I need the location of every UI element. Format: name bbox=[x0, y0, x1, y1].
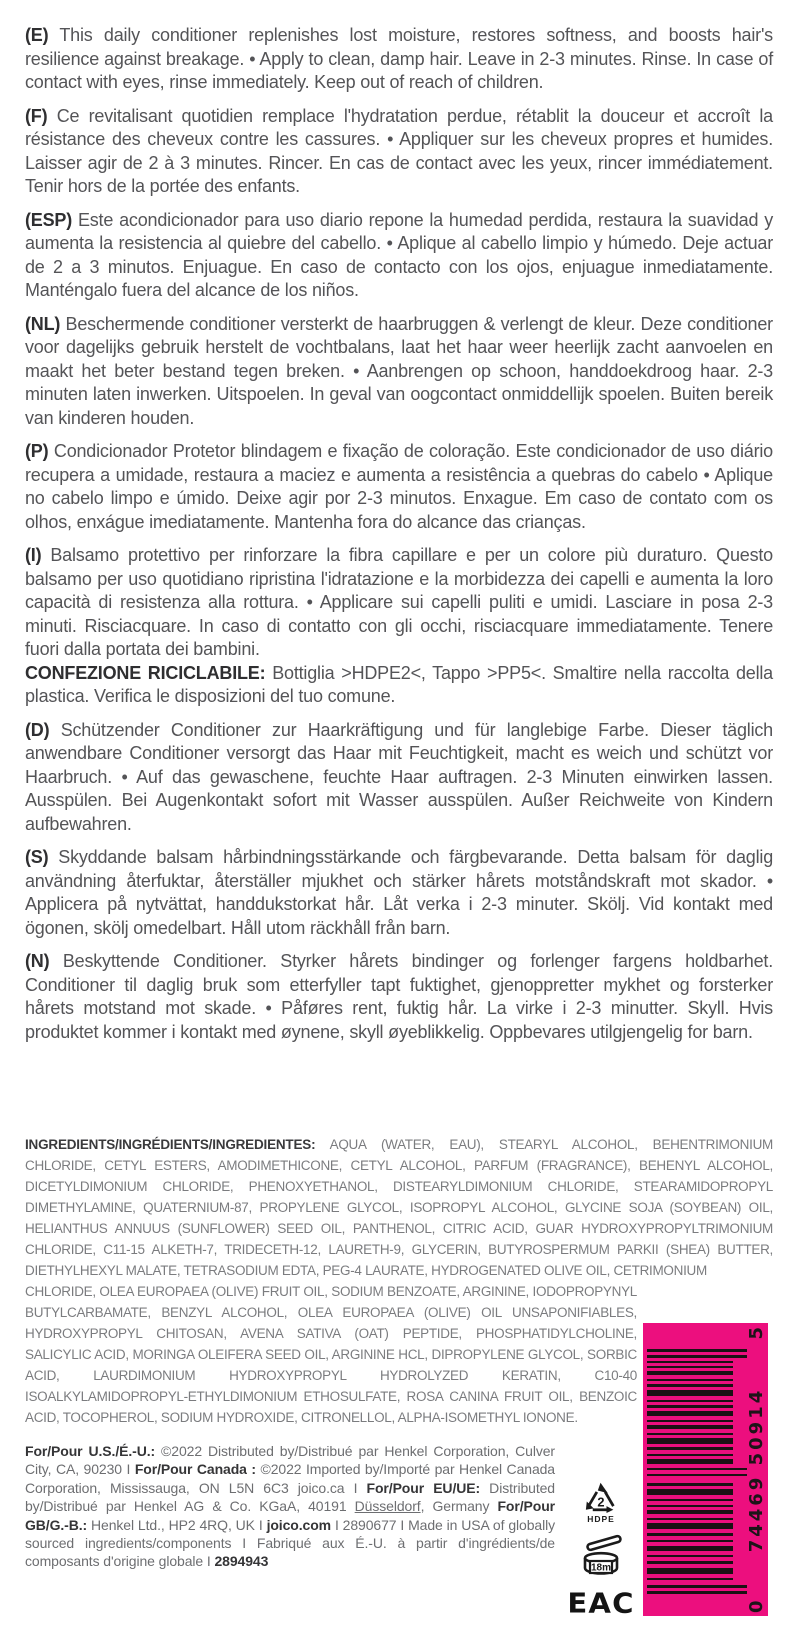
upc-barcode-block bbox=[643, 1323, 768, 1616]
lang-code-dutch: (NL) bbox=[25, 313, 61, 334]
paragraph-german-text: Schützender Conditioner zur Haarkräftigung und für langlebige Farbe. Dieser täglich anwendbare Conditioner versorgt das Haar mit Feuchtigkeit, macht es weich und schützt vor Haarbruch. • Auf das gewaschene, feuchte Haar auftragen. 2-3 Minuten einwirken lassen. Ausspülen. Bei Augenkontakt sofort mit Wasser ausspülen. Außer Reichweite von Kindern aufbewahren. bbox=[25, 719, 773, 834]
distribution-run: Distributed by/Distribué par Henkel AG & Co. KGaA, 40191 bbox=[25, 1479, 555, 1515]
barcode-digits-main: 74469 50914 bbox=[745, 1387, 767, 1553]
distribution-text bbox=[25, 1442, 555, 1571]
paragraph-french bbox=[25, 105, 773, 199]
distribution-run: ©2022 Imported by/Importé par Henkel Canada Corporation, Mississauga, ON L5N 6C3 joico.ca I bbox=[25, 1461, 555, 1496]
barcode-digit-left: 0 bbox=[745, 1600, 767, 1613]
paragraph-italian bbox=[25, 544, 773, 662]
ingredients-part1-text: AQUA (WATER, EAU), STEARYL ALCOHOL, BEHENTRIMONIUM CHLORIDE, CETYL ESTERS, AMODIMETHICONE, CETYL ALCOHOL, PARFUM (FRAGRANCE), BEHENYL ALCOHOL, DICETYLDIMONIUM CHLORIDE, PHENOXYETHANOL, DISTEARYLDIMONIUM CHLORIDE, STEARAMIDOPROPYL DIMETHYLAMINE, QUATERNIUM-87, PROPYLENE GLYCOL, ISOPROPYL ALCOHOL, GLYCINE SOJA (SOYBEAN) OIL, HELIANTHUS ANNUUS (SUNFLOWER) SEED OIL, PANTHENOL, CITRIC ACID, GUAR HYDROXYPROPYLTRIMONIUM CHLORIDE, C11-15 ALKETH-7, TRIDECETH-12, LAURETH-9, GLYCERIN, BUTYROSPERMUM PARKII (SHEA) BUTTER, DIETHYLHEXYL MALATE, TETRASODIUM EDTA, PEG-4 LAURATE, HYDROGENATED OLIVE OIL, CETRIMONIUM bbox=[25, 1137, 773, 1278]
paragraph-portuguese-text: Condicionador Protetor blindagem e fixação de coloração. Este condicionador de uso diário recupera a umidade, restaura a maciez e aumenta a resistência a quebras do cabelo • Aplique no cabelo limpo e úmido. Deixe agir por 2-3 minutos. Enxague. Em caso de contato com os olhos, enxágue imediatamente. Mantenha fora do alcance das crianças. bbox=[25, 441, 773, 532]
paragraph-norwegian-text: Beskyttende Conditioner. Styrker hårets bindinger og forlenger fargens holdbarhet. Conditioner til daglig bruk som etterfyller tapt fuktighet, gjenoppretter mykhet og forsterker hårets motstand mot skade. • Påføres rent, fuktig hår. La virke i 2-3 minutter. Skyll. Hvis produktet kommer i kontakt med øynene, skyll øyeblikkelig. Oppbevares utilgjengelig for barn. bbox=[25, 951, 773, 1042]
package-symbols-column bbox=[567, 1480, 635, 1620]
ingredients-part2: CHLORIDE, OLEA EUROPAEA (OLIVE) FRUIT OIL, SODIUM BENZOATE, ARGININE, IODOPROPYNYL BUTYLCARBAMATE, BENZYL ALCOHOL, OLEA EUROPAEA (OLIVE) OIL UNSAPONIFIABLES, HYDROXYPROPYL CHITOSAN, AVENA SATIVA (OAT) PEPTIDE, PHOSPHATIDYLCHOLINE, SALICYLIC ACID, MORINGA OLEIFERA SEED OIL, ARGININE HCL, DIPROPYLENE GLYCOL, SORBIC ACID, LAURDIMONIUM HYDROXYPROPYL HYDROLYZED KERATIN, C10-40 ISOALKYLAMIDOPROPYL-ETHYLDIMONIUM ETHOSULFATE, ROSA CANINA FRUIT OIL, BENZOIC ACID, TOCOPHEROL, SODIUM HYDROXIDE, CITRONELLOL, ALPHA-ISOMETHYL IONONE. bbox=[25, 1284, 637, 1425]
paragraph-spanish bbox=[25, 209, 773, 303]
paragraph-swedish bbox=[25, 846, 773, 940]
lang-code-portuguese: (P) bbox=[25, 441, 49, 461]
paragraph-portuguese bbox=[25, 440, 773, 534]
lang-code-english: (E) bbox=[25, 25, 49, 45]
distribution-run: joico.com bbox=[266, 1516, 332, 1533]
distribution-run: For/Pour U.S./É.-U.: bbox=[25, 1443, 156, 1459]
recyclable-pack-lead: CONFEZIONE RICICLABILE: bbox=[25, 662, 266, 683]
lang-code-swedish: (S) bbox=[25, 847, 49, 867]
distribution-run: ©2022 Distributed by/Distribué par Henkel Corporation, Culver City, CA, 90230 I bbox=[25, 1443, 555, 1478]
paragraph-german bbox=[25, 719, 773, 837]
paragraph-french-text: Ce revitalisant quotidien remplace l'hydratation perdue, rétablit la douceur et accroît la résistance des cheveux contre les cassures. • Appliquer sur les cheveux propres et humides. Laisser agir de 2 à 3 minutes. Rincer. En cas de contact avec les yeux, rincer immédiatement. Tenir hors de la portée des enfants. bbox=[25, 105, 773, 196]
distribution-run: , Germany bbox=[420, 1498, 498, 1515]
lang-code-french: (F) bbox=[25, 105, 48, 126]
lang-code-norwegian: (N) bbox=[25, 951, 50, 971]
hdpe-resin-number: 2 bbox=[597, 1494, 605, 1510]
paragraph-english bbox=[25, 24, 773, 95]
paragraph-italian-text: Balsamo protettivo per rinforzare la fibra capillare e per un colore più duraturo. Questo balsamo per uso quotidiano ripristina l'idratazione e la morbidezza dei capelli e aumenta la loro capacità di resistenza alla rottura. • Applicare sui capelli puliti e umidi. Lasciare in posa 2-3 minuti. Risciacquare. In caso di contatto con gli occhi, risciacquare immediatamente. Tenere fuori dalla portata dei bambini. bbox=[25, 545, 773, 659]
distribution-run: Henkel Ltd., HP2 4RQ, UK I bbox=[87, 1516, 267, 1533]
hdpe-recycling-icon bbox=[582, 1480, 620, 1513]
period-after-opening-label: 18m bbox=[590, 1562, 612, 1574]
distribution-run: For/Pour EU/UE: bbox=[366, 1479, 481, 1496]
upc-barcode-rotated bbox=[643, 1323, 768, 1616]
multilingual-directions bbox=[25, 24, 773, 1054]
paragraph-english-text: This daily conditioner replenishes lost moisture, restores softness, and boosts hair's resilience against breakage. • Apply to clean, damp hair. Leave in 2-3 minutes. Rinse. In case of contact with eyes, rinse immediately. Keep out of reach of children. bbox=[25, 25, 773, 92]
paragraph-dutch bbox=[25, 313, 773, 431]
barcode-digit-right: 5 bbox=[745, 1327, 767, 1340]
period-after-opening-icon bbox=[579, 1532, 623, 1580]
recyclable-pack-text: Bottiglia >HDPE2<, Tappo >PP5<. Smaltire nella raccolta della plastica. Verifica le disposizioni del tuo comune. bbox=[25, 662, 773, 706]
distribution-run: For/Pour Canada : bbox=[134, 1461, 256, 1478]
lang-code-italian: (I) bbox=[25, 545, 42, 565]
lang-code-spanish: (ESP) bbox=[25, 209, 73, 230]
hdpe-label: HDPE bbox=[587, 1514, 615, 1524]
paragraph-spanish-text: Este acondicionador para uso diario repone la humedad perdida, restaura la suavidad y aumenta la resistencia al quiebre del cabello. • Aplique al cabello limpio y húmedo. Deje actuar de 2 a 3 minutos. Enjuague. En caso de contacto con los ojos, enjuague inmediatamente. Manténgalo fuera del alcance de los niños. bbox=[25, 209, 773, 300]
eac-conformity-mark: EAC bbox=[567, 1588, 635, 1620]
lang-code-german: (D) bbox=[25, 719, 50, 740]
ingredients-part1 bbox=[25, 1134, 773, 1281]
paragraph-swedish-text: Skyddande balsam hårbindningsstärkande och färgbevarande. Detta balsam för daglig användning återfuktar, återställer mjukhet och stärker hårets motståndskraft mot skador. • Applicera på nytvättat, handdukstorkat hår. Låt verka i 2-3 minuter. Skölj. Vid kontakt med ögonen, skölj omedelbart. Håll utom räckhåll från barn. bbox=[25, 847, 774, 938]
distribution-run: For/Pour GB/G.-B.: bbox=[25, 1498, 555, 1533]
recyclable-pack-note bbox=[25, 662, 773, 709]
paragraph-dutch-text: Beschermende conditioner versterkt de haarbruggen & verlengt de kleur. Deze conditioner voor dagelijks gebruik herstelt de vochtbalans, laat het haar weer heerlijk zacht aanvoelen en maakt het beter bestand tegen breken. • Aanbrengen op schoon, handdoekdroog haar. 2-3 minuten laten inwerken. Uitspoelen. In geval van oogcontact onmiddellijk spoelen. Buiten bereik van kinderen houden. bbox=[25, 313, 773, 428]
distribution-run: 2894943 bbox=[214, 1553, 269, 1570]
paragraph-norwegian bbox=[25, 950, 773, 1044]
distribution-run: Düsseldorf bbox=[354, 1498, 421, 1515]
distribution-run: I 2890677 I Made in USA of globally sourced ingredients/components I Fabriqué aux É.-U. à partir d'ingrédients/de composants d'origine globale I bbox=[25, 1516, 555, 1570]
barcode-digits bbox=[744, 1327, 768, 1616]
ingredients-heading: INGREDIENTS/INGRÉDIENTS/INGREDIENTES: bbox=[25, 1137, 316, 1152]
